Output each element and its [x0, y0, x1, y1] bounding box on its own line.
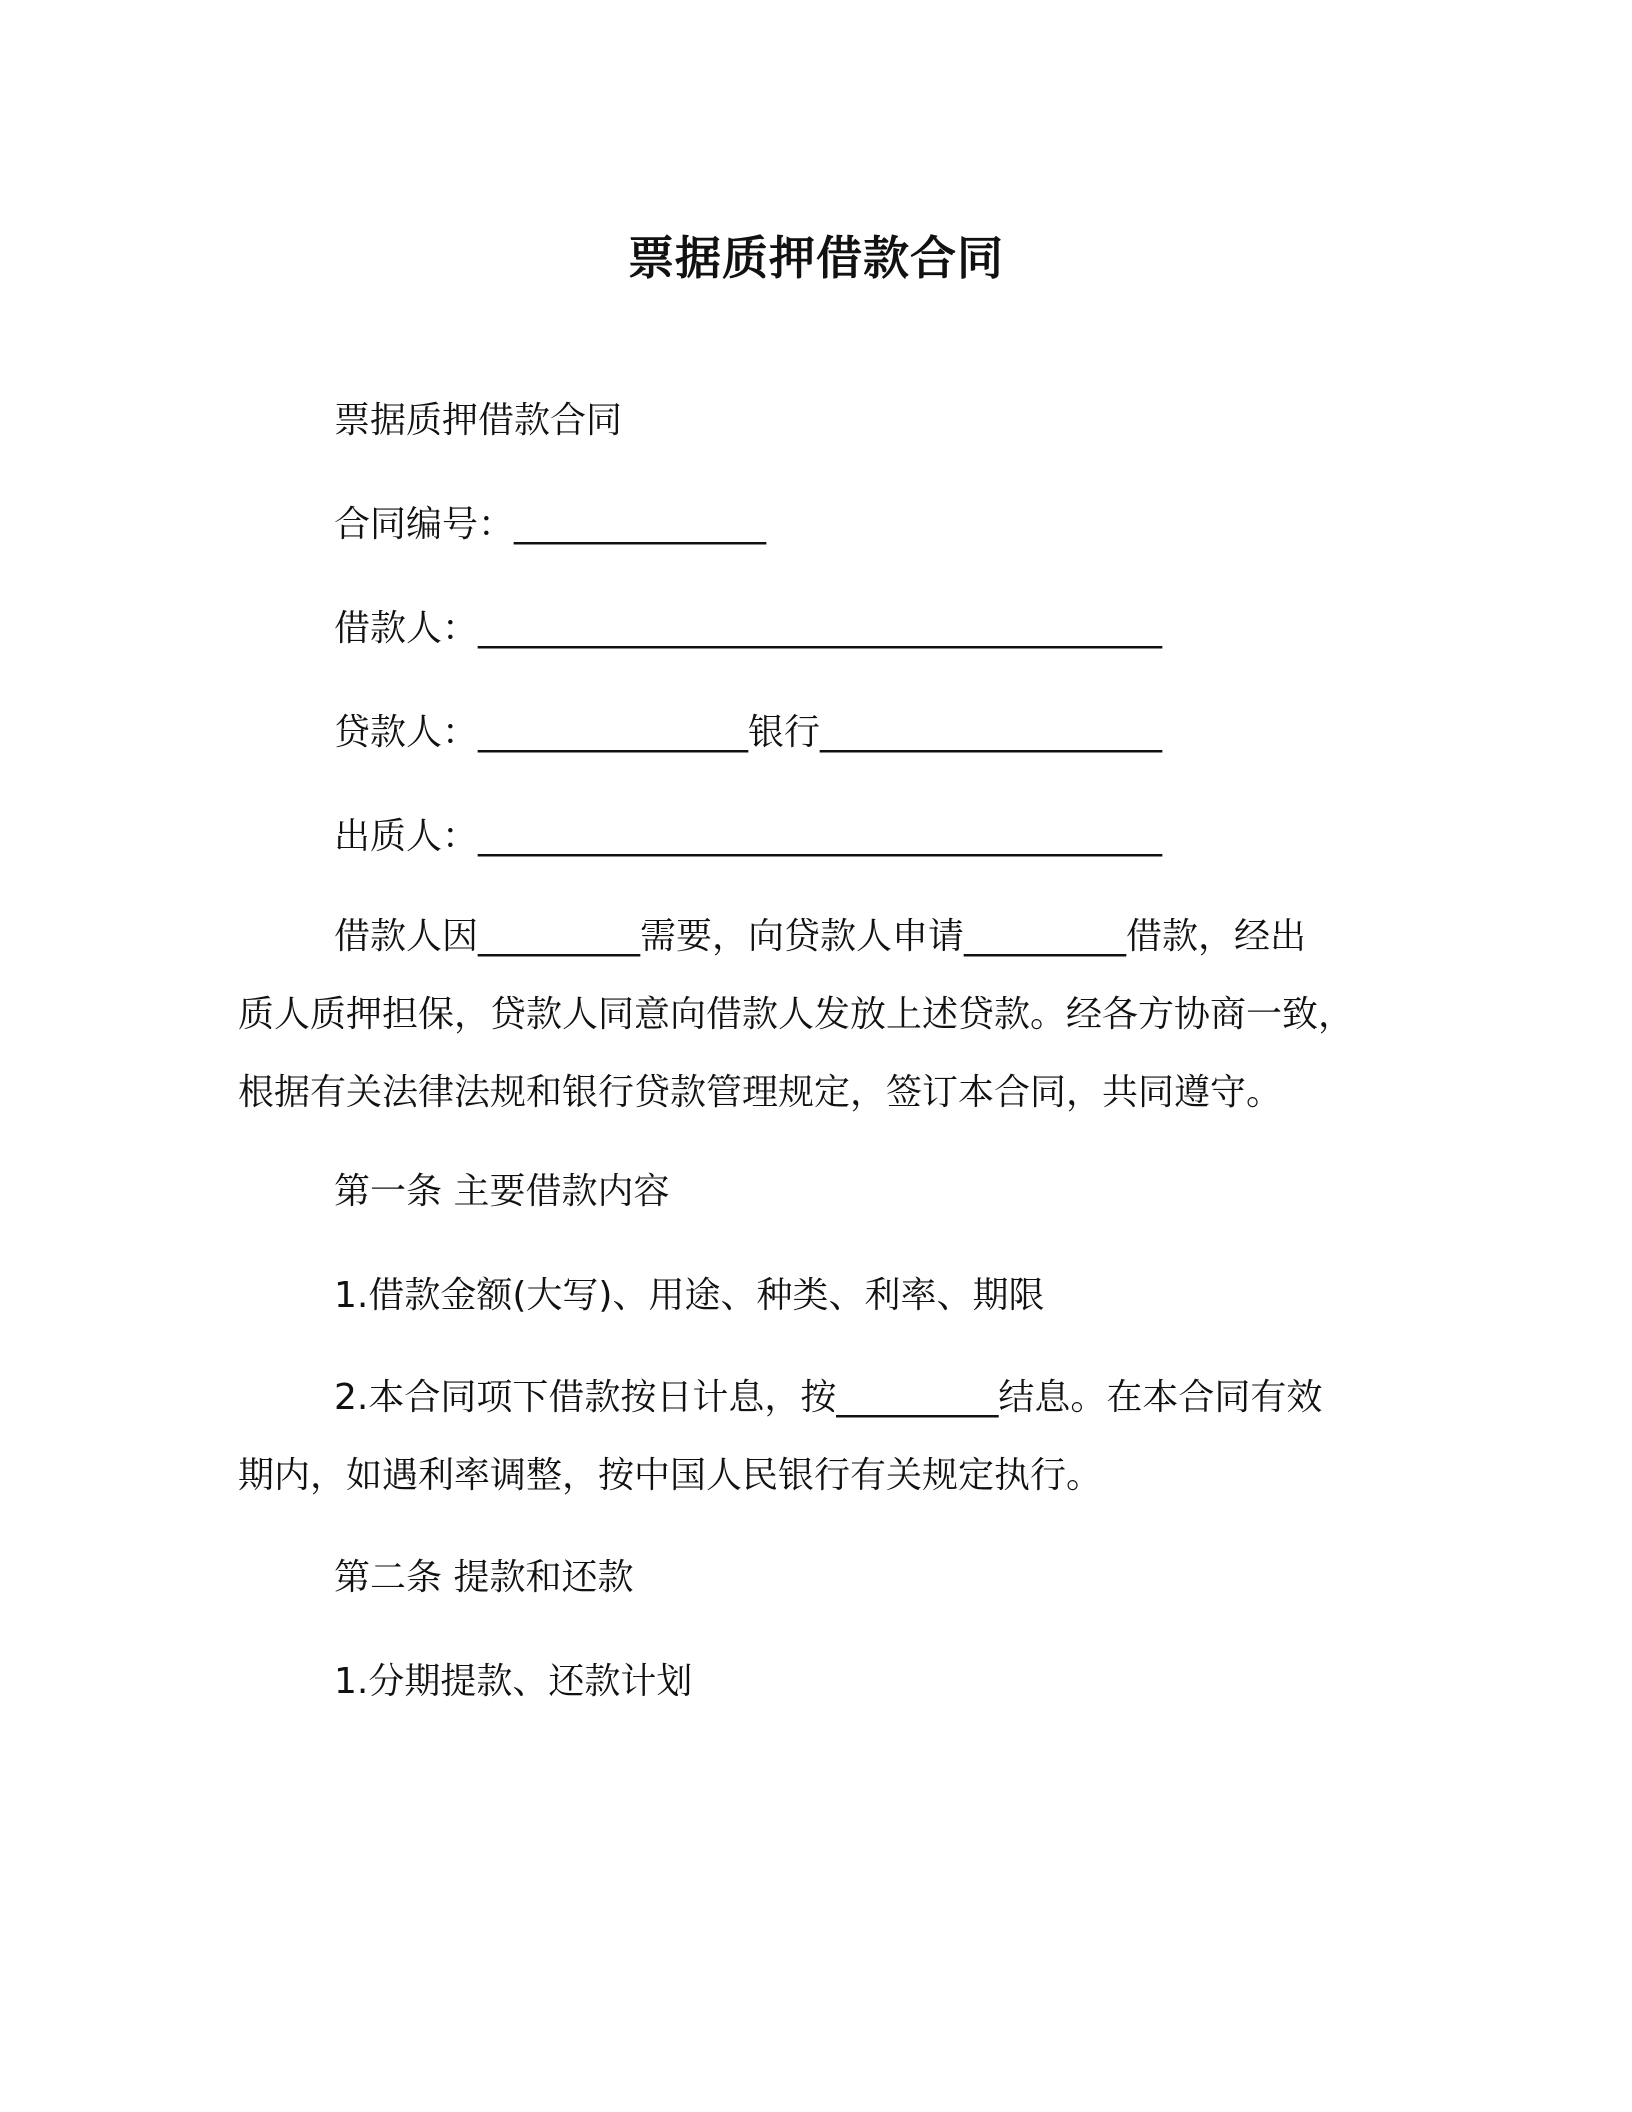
- lender-line: 贷款人：_______________银行___________________: [334, 712, 1163, 753]
- article-2-item-1: 1.分期提款、还款计划: [334, 1661, 693, 1702]
- paragraph-intro-line-2: 质人质押担保，贷款人同意向借款人发放上述贷款。经各方协商一致，: [238, 994, 1355, 1035]
- article-1-heading: 第一条 主要借款内容: [334, 1171, 670, 1212]
- article-1-item-2-line-2: 期内，如遇利率调整，按中国人民银行有关规定执行。: [238, 1455, 1103, 1496]
- article-1-item-1: 1.借款金额(大写)、用途、种类、利率、期限: [334, 1275, 1045, 1316]
- paragraph-intro-line-1: 借款人因_________需要，向贷款人申请_________借款，经出: [334, 916, 1307, 957]
- pledgor-line: 出质人：______________________________________: [334, 816, 1163, 857]
- subtitle-line: 票据质押借款合同: [334, 400, 623, 441]
- contract-number-line: 合同编号：______________: [334, 504, 767, 545]
- article-1-item-2-line-1: 2.本合同项下借款按日计息，按_________结息。在本合同有效: [334, 1377, 1323, 1418]
- article-2-heading: 第二条 提款和还款: [334, 1557, 634, 1598]
- borrower-line: 借款人：______________________________________: [334, 608, 1163, 649]
- paragraph-intro-line-3: 根据有关法律法规和银行贷款管理规定，签订本合同，共同遵守。: [238, 1072, 1283, 1113]
- document-title: 票据质押借款合同: [628, 231, 1004, 285]
